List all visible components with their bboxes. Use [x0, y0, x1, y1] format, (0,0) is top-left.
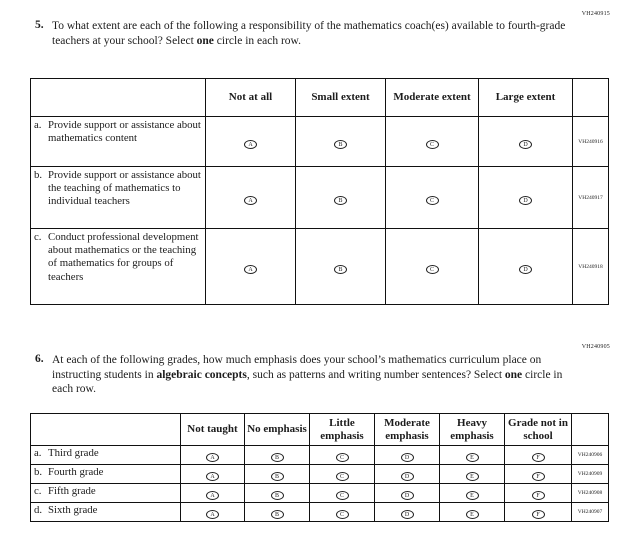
answer-circle[interactable]: A — [206, 453, 219, 462]
answer-circle[interactable]: C — [426, 196, 439, 205]
answer-circle[interactable]: F — [532, 453, 545, 462]
answer-circle[interactable]: C — [336, 491, 349, 500]
column-header-small-extent: Small extent — [296, 79, 386, 117]
question5 — [35, 19, 583, 48]
answer-circle[interactable]: E — [466, 453, 479, 462]
answer-circle[interactable]: B — [271, 453, 284, 462]
table-row — [31, 484, 609, 503]
answer-cell — [479, 167, 573, 229]
answer-cell — [310, 503, 375, 522]
table-row — [31, 167, 609, 229]
answer-circle[interactable]: C — [426, 265, 439, 274]
column-header-heavy-emphasis: Heavy emphasis — [440, 414, 505, 446]
answer-cell — [505, 484, 572, 503]
question5-text-before: To what extent are each of the following a responsibility of the mathematics coach(es) available to fourth-grade teachers at your school? Select — [52, 20, 566, 47]
corner-cell — [31, 79, 206, 117]
answer-cell — [440, 465, 505, 484]
answer-cell — [206, 117, 296, 167]
question6 — [35, 353, 583, 397]
question5-number: 5. — [35, 19, 44, 31]
row-letter: c. — [34, 231, 42, 243]
answer-circle[interactable]: C — [426, 140, 439, 149]
answer-cell — [440, 446, 505, 465]
table-row — [31, 117, 609, 167]
answer-cell — [310, 446, 375, 465]
answer-cell — [245, 446, 310, 465]
column-header-little-emphasis: Little emphasis — [310, 414, 375, 446]
answer-circle[interactable]: A — [244, 140, 257, 149]
question6-text-bold1: algebraic concepts — [156, 368, 247, 381]
row-survey-code: VH240918 — [573, 229, 609, 305]
code-column-header — [572, 414, 609, 446]
header-row — [31, 414, 609, 446]
row-label-cell — [31, 446, 181, 465]
answer-cell — [181, 503, 245, 522]
answer-cell — [479, 229, 573, 305]
column-header-not-at-all: Not at all — [206, 79, 296, 117]
answer-circle[interactable]: F — [532, 472, 545, 481]
answer-circle[interactable]: B — [334, 140, 347, 149]
answer-cell — [505, 465, 572, 484]
table-row — [31, 465, 609, 484]
answer-cell — [181, 465, 245, 484]
answer-cell — [296, 117, 386, 167]
row-survey-code: VH240906 — [572, 446, 609, 465]
answer-circle[interactable]: D — [519, 196, 532, 205]
table-row — [31, 503, 609, 522]
row-label: Third grade — [48, 447, 99, 460]
header-row — [31, 79, 609, 117]
row-letter: c. — [34, 485, 42, 498]
row-label: Provide support or assistance about mathematics content — [48, 119, 201, 145]
question6-table — [30, 413, 609, 522]
answer-circle[interactable]: A — [206, 491, 219, 500]
question6-text-middle: , such as patterns and writing number sentences? Select — [246, 368, 505, 381]
answer-circle[interactable]: C — [336, 510, 349, 519]
answer-cell — [206, 229, 296, 305]
row-label-cell — [31, 229, 206, 305]
answer-circle[interactable]: B — [271, 510, 284, 519]
answer-circle[interactable]: A — [206, 472, 219, 481]
answer-circle[interactable]: E — [466, 472, 479, 481]
row-label: Fifth grade — [48, 485, 96, 498]
row-label-cell — [31, 167, 206, 229]
answer-circle[interactable]: B — [271, 472, 284, 481]
table-row — [31, 229, 609, 305]
answer-cell — [505, 503, 572, 522]
answer-circle[interactable]: D — [401, 491, 414, 500]
column-header-grade-not-in-school: Grade not in school — [505, 414, 572, 446]
row-label: Conduct professional development about mathematics or the teaching of mathematics for groups of teachers — [48, 231, 199, 283]
answer-circle[interactable]: D — [401, 510, 414, 519]
answer-cell — [505, 446, 572, 465]
answer-circle[interactable]: E — [466, 510, 479, 519]
answer-circle[interactable]: B — [334, 265, 347, 274]
answer-cell — [296, 167, 386, 229]
row-survey-code: VH240909 — [572, 465, 609, 484]
row-label: Provide support or assistance about the teaching of mathematics to individual teachers — [48, 169, 201, 208]
column-header-moderate-emphasis: Moderate emphasis — [375, 414, 440, 446]
row-label-cell — [31, 117, 206, 167]
code-column-header — [573, 79, 609, 117]
answer-circle[interactable]: E — [466, 491, 479, 500]
row-letter: b. — [34, 466, 43, 479]
answer-cell — [296, 229, 386, 305]
row-letter: a. — [34, 447, 42, 460]
column-header-large-extent: Large extent — [479, 79, 573, 117]
question6-text — [52, 353, 583, 397]
question6-text-bold2: one — [504, 368, 523, 381]
answer-cell — [245, 503, 310, 522]
question6-number: 6. — [35, 353, 44, 365]
answer-cell — [440, 484, 505, 503]
answer-cell — [245, 484, 310, 503]
row-letter: a. — [34, 119, 42, 131]
question5-text-bold: one — [196, 34, 214, 47]
row-letter: d. — [34, 504, 43, 517]
question6-text-before: At each of the following grades, how much emphasis does your school’s mathematics curriculum place on instructing students in — [52, 354, 542, 381]
question5-table — [30, 78, 609, 305]
answer-cell — [386, 167, 479, 229]
answer-circle[interactable]: D — [401, 453, 414, 462]
question6-survey-code: VH240905 — [581, 344, 610, 350]
row-survey-code: VH240907 — [572, 503, 609, 522]
answer-cell — [375, 503, 440, 522]
answer-cell — [375, 484, 440, 503]
question5-text-after: circle in each row. — [213, 34, 301, 47]
answer-cell — [479, 117, 573, 167]
column-header-no-emphasis: No emphasis — [245, 414, 310, 446]
answer-cell — [440, 503, 505, 522]
answer-circle[interactable]: B — [271, 491, 284, 500]
column-header-moderate-extent: Moderate extent — [386, 79, 479, 117]
answer-circle[interactable]: D — [519, 140, 532, 149]
answer-circle[interactable]: D — [401, 472, 414, 481]
row-label-cell — [31, 465, 181, 484]
row-survey-code: VH240917 — [573, 167, 609, 229]
answer-cell — [245, 465, 310, 484]
answer-circle[interactable]: D — [519, 265, 532, 274]
question5-survey-code: VH240915 — [581, 11, 610, 17]
table-row — [31, 446, 609, 465]
answer-cell — [375, 446, 440, 465]
row-label-cell — [31, 503, 181, 522]
answer-circle[interactable]: F — [532, 510, 545, 519]
answer-circle[interactable]: C — [336, 472, 349, 481]
row-label: Sixth grade — [48, 504, 98, 517]
answer-cell — [375, 465, 440, 484]
answer-cell — [386, 117, 479, 167]
row-label-cell — [31, 484, 181, 503]
answer-cell — [181, 484, 245, 503]
question5-text — [52, 19, 583, 48]
answer-circle[interactable]: A — [206, 510, 219, 519]
row-label: Fourth grade — [48, 466, 104, 479]
answer-circle[interactable]: C — [336, 453, 349, 462]
row-survey-code: VH240916 — [573, 117, 609, 167]
row-survey-code: VH240908 — [572, 484, 609, 503]
answer-circle[interactable]: F — [532, 491, 545, 500]
answer-circle[interactable]: B — [334, 196, 347, 205]
row-letter: b. — [34, 169, 43, 181]
answer-cell — [386, 229, 479, 305]
answer-circle[interactable]: A — [244, 196, 257, 205]
question6-text-after: circle in each row. — [52, 368, 563, 396]
corner-cell — [31, 414, 181, 446]
column-header-not-taught: Not taught — [181, 414, 245, 446]
answer-cell — [206, 167, 296, 229]
answer-cell — [181, 446, 245, 465]
answer-cell — [310, 484, 375, 503]
answer-cell — [310, 465, 375, 484]
answer-circle[interactable]: A — [244, 265, 257, 274]
